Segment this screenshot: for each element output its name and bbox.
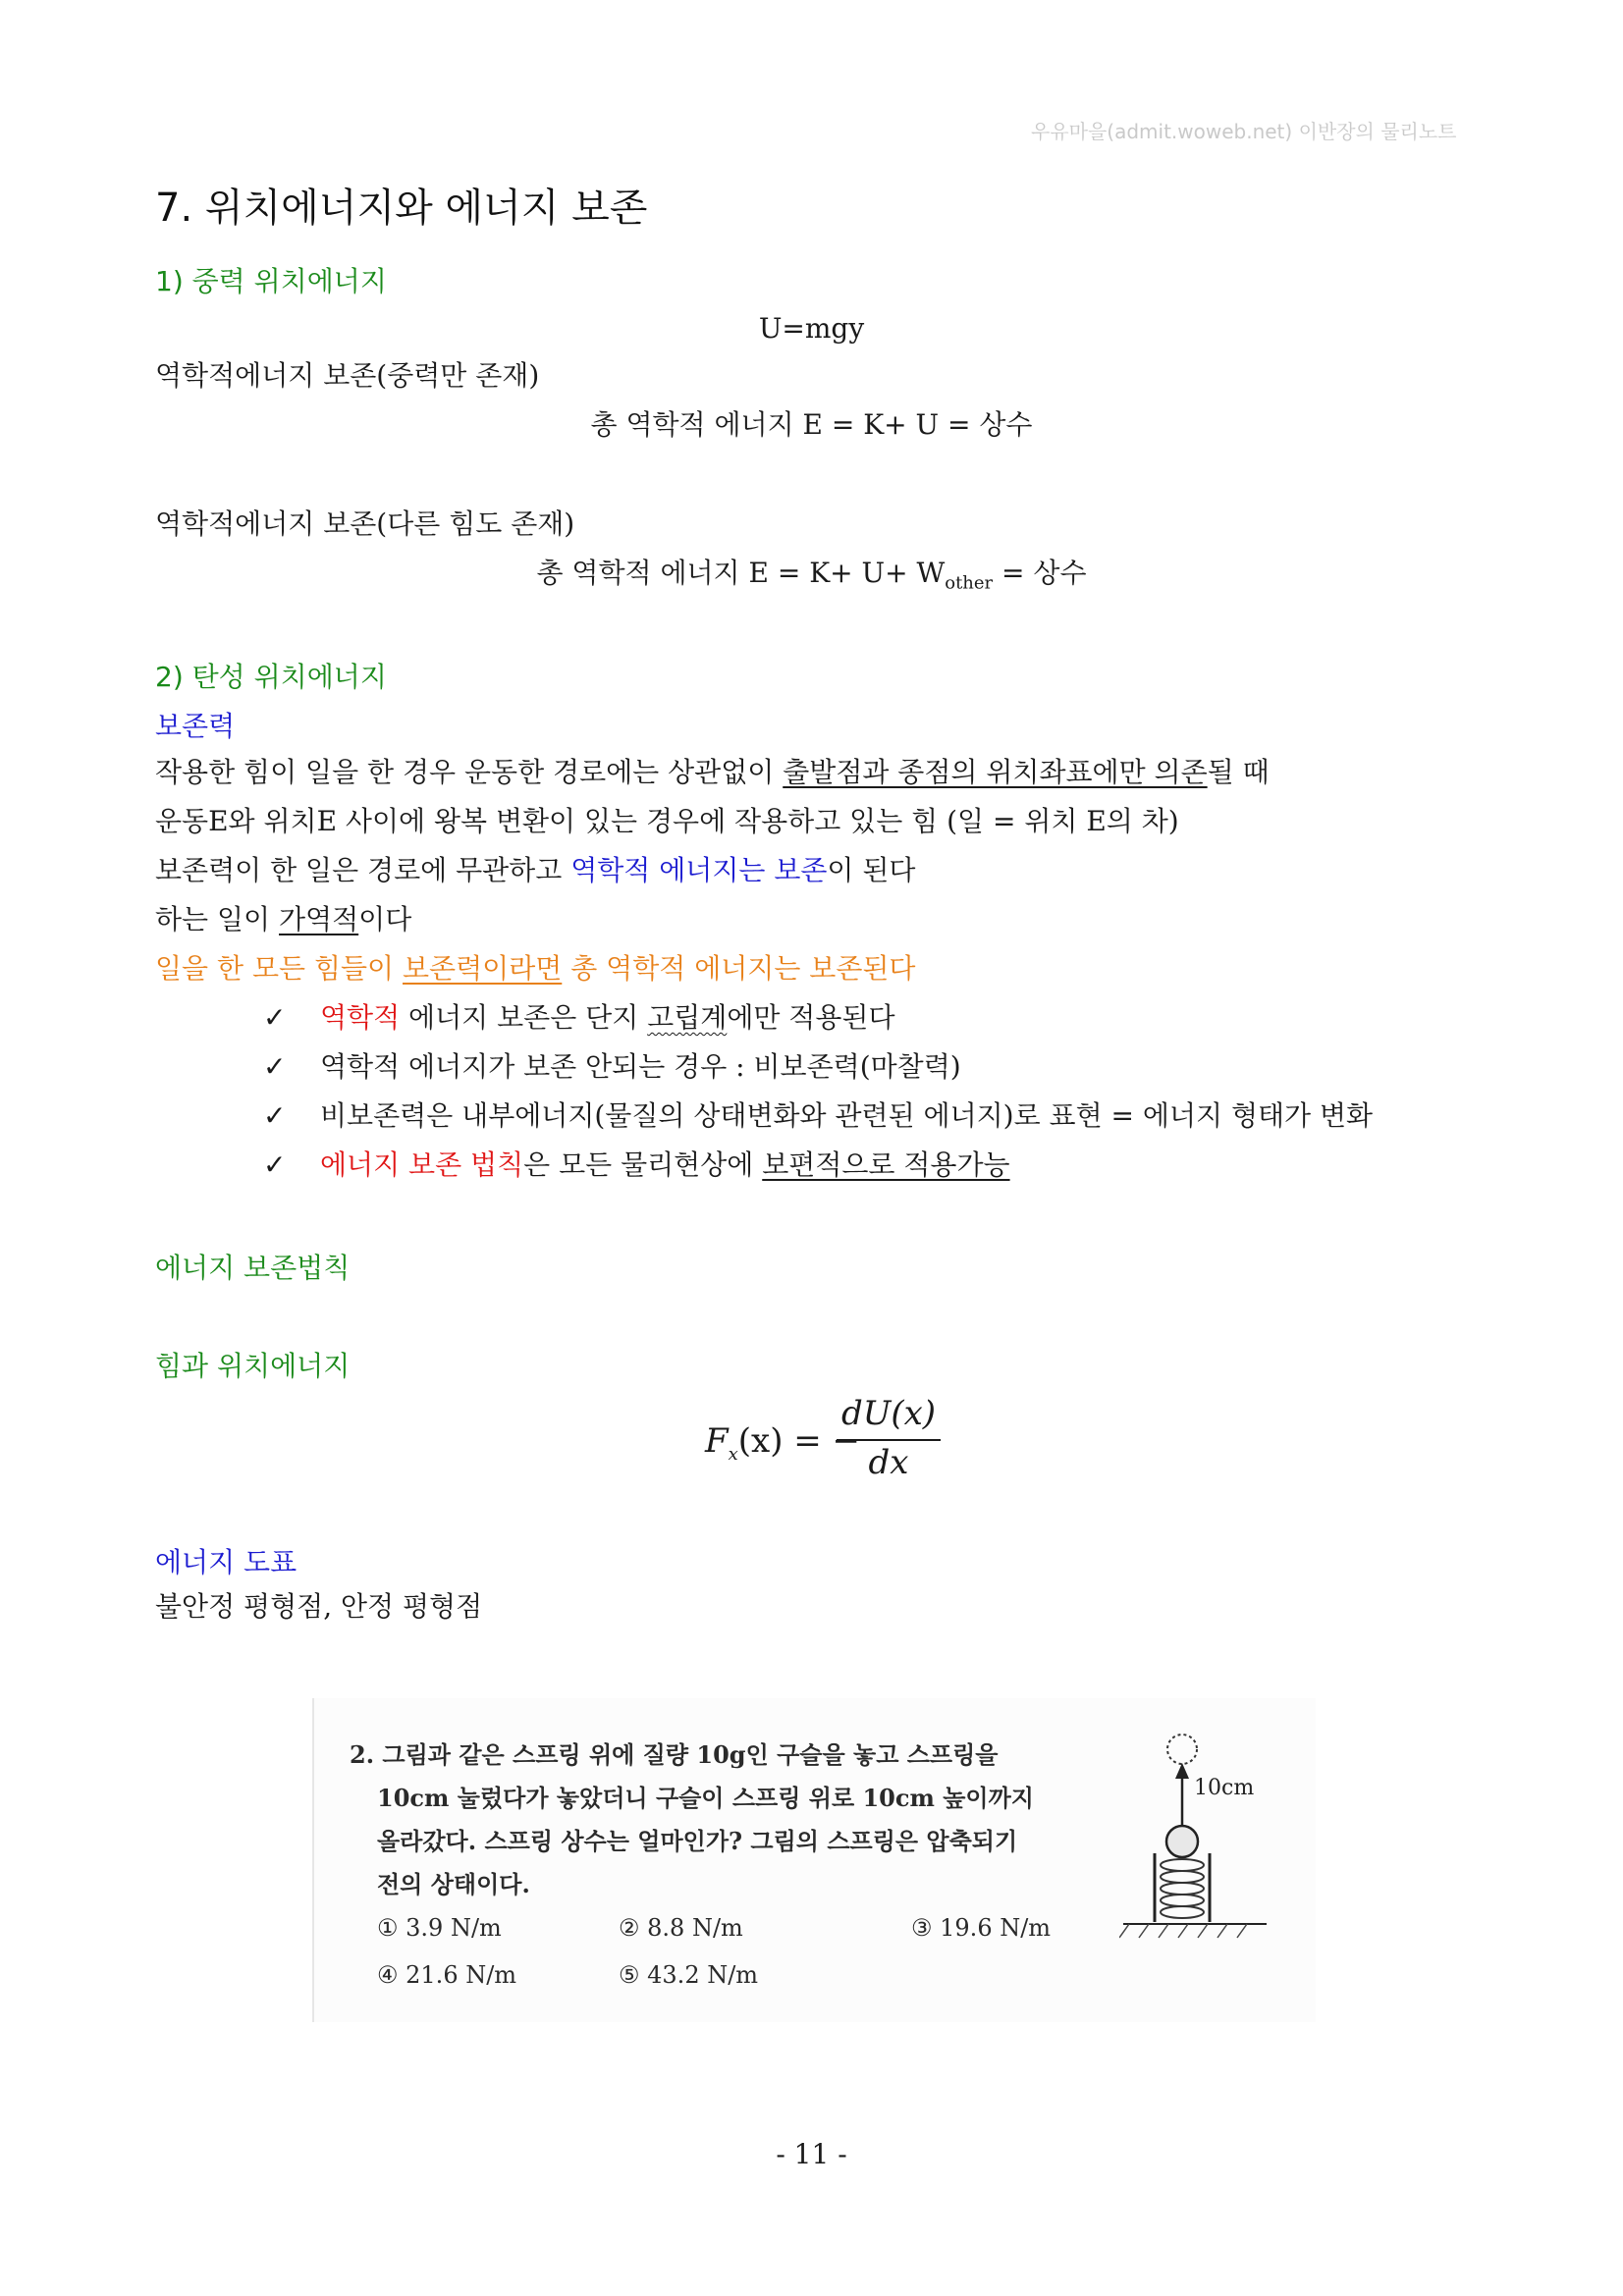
paragraph-all-conservative: 일을 한 모든 힘들이 보존력이라면 총 역학적 에너지는 보존된다 xyxy=(155,952,916,985)
spring-coil-icon xyxy=(1161,1859,1204,1918)
page-title: 7. 위치에너지와 에너지 보존 xyxy=(155,186,648,231)
check-icon: ✓ xyxy=(263,1001,287,1034)
equation-total-energy: 총 역학적 에너지 E = K+ U = 상수 xyxy=(590,408,1033,441)
equation-gravity-potential: U=mgy xyxy=(758,312,865,345)
section-heading-conservation-law: 에너지 보존법칙 xyxy=(155,1252,351,1284)
bullet-internal-energy: 비보존력은 내부에너지(물질의 상태변화와 관련된 에너지)로 표현 = 에너지 형태가 변화 xyxy=(320,1099,1374,1132)
equation-total-energy-with-work: 총 역학적 에너지 $E = K+ U+ W_{other}$ = 상수 xyxy=(536,557,1087,594)
section-heading-energy-diagram: 에너지 도표 xyxy=(155,1546,298,1578)
choice-5: ⑤ 43.2 N/m xyxy=(619,1961,759,1989)
arrow-up-icon xyxy=(1175,1763,1189,1779)
problem-line: 2. 그림과 같은 스프링 위에 질량 10g인 구슬을 놓고 스프링을 xyxy=(350,1740,999,1769)
paragraph-reversible: 하는 일이 가역적이다 xyxy=(155,903,412,935)
paragraph-path-independent: 보존력이 한 일은 경로에 무관하고 역학적 에너지는 보존이 된다 xyxy=(155,854,916,886)
bullet-isolated-system: 역학적 에너지 보존은 단지 고립계에만 적용된다 xyxy=(320,1001,895,1034)
text-conservation-gravity-only: 역학적에너지 보존(중력만 존재) xyxy=(155,359,540,392)
text-equilibrium-points: 불안정 평형점, 안정 평형점 xyxy=(155,1590,483,1623)
height-label: 10cm xyxy=(1194,1776,1255,1800)
paragraph-energy-exchange: 운동E와 위치E 사이에 왕복 변환이 있는 경우에 작용하고 있는 힘 (일 = 위치 E의 차) xyxy=(155,805,1179,837)
paragraph-conservative-definition: 작용한 힘이 일을 한 경우 운동한 경로에는 상관없이 출발점과 종점의 위치좌표에만 의존될 때 xyxy=(155,756,1270,788)
problem-line: 10cm 눌렀다가 놓았더니 구슬이 스프링 위로 10cm 높이까지 xyxy=(377,1784,1034,1812)
bullet-nonconservative: 역학적 에너지가 보존 안되는 경우 : 비보존력(마찰력) xyxy=(320,1050,961,1083)
check-icon: ✓ xyxy=(263,1050,287,1083)
header-note: 우유마을(admit.woweb.net) 이반장의 물리노트 xyxy=(1031,120,1457,143)
problem-line: 올라갔다. 스프링 상수는 얼마인가? 그림의 스프링은 압축되기 xyxy=(377,1827,1018,1855)
section-heading-elastic: 2) 탄성 위치에너지 xyxy=(155,661,387,693)
choice-3: ③ 19.6 N/m xyxy=(911,1914,1052,1942)
page-number: - 11 - xyxy=(776,2138,847,2170)
equation-force-derivative: $F_x(x)$ = − dU(x) dx xyxy=(705,1394,941,1482)
problem-figure xyxy=(312,1698,1316,2022)
choice-1: ① 3.9 N/m xyxy=(377,1914,502,1942)
check-icon: ✓ xyxy=(263,1099,287,1132)
section-heading-force-potential: 힘과 위치에너지 xyxy=(155,1350,351,1382)
problem-line: 전의 상태이다. xyxy=(377,1870,530,1898)
marble-final-position-icon xyxy=(1167,1735,1197,1764)
marble-icon xyxy=(1166,1826,1198,1857)
spring-diagram xyxy=(1119,1728,1306,1983)
subheading-conservative-force: 보존력 xyxy=(155,710,236,742)
check-icon: ✓ xyxy=(263,1148,287,1181)
choice-4: ④ 21.6 N/m xyxy=(377,1961,517,1989)
bullet-energy-conservation-law: 에너지 보존 법칙은 모든 물리현상에 보편적으로 적용가능 xyxy=(320,1148,1010,1181)
section-heading-gravity: 1) 중력 위치에너지 xyxy=(155,265,387,297)
choice-2: ② 8.8 N/m xyxy=(619,1914,743,1942)
text-conservation-other-forces: 역학적에너지 보존(다른 힘도 존재) xyxy=(155,507,575,540)
